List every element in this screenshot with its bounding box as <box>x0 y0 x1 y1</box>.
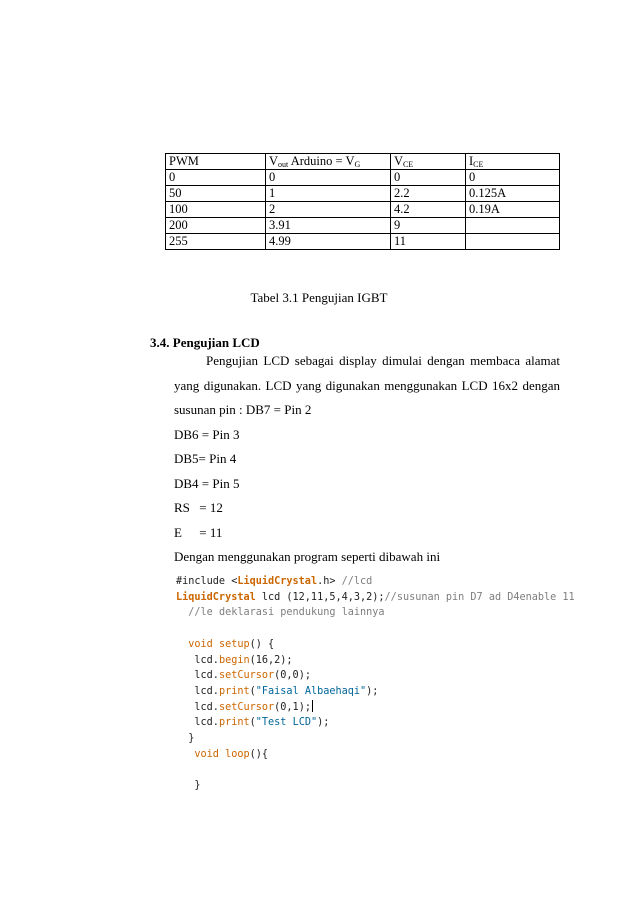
e-label: E <box>174 524 182 540</box>
code-token: LiquidCrystal <box>176 591 256 603</box>
code-token: (0,0); <box>274 670 311 682</box>
code-token: LiquidCrystal <box>237 576 318 587</box>
code-line-11 <box>176 749 268 760</box>
table-row <box>166 218 560 234</box>
table-cell <box>466 218 560 234</box>
code-snippet <box>176 574 576 794</box>
header-ice-sub: CE <box>473 160 484 169</box>
code-line-7 <box>176 686 378 697</box>
code-keyword: void <box>194 748 219 760</box>
header-vout-sub: out <box>278 160 289 169</box>
code-comment: //le deklarasi pendukung lainnya <box>188 607 385 619</box>
table-cell: 9 <box>391 218 466 234</box>
closing-line: Dengan menggunakan program seperti dibawah ini <box>174 549 441 564</box>
section-body <box>174 349 560 570</box>
code-token: ); <box>317 717 330 729</box>
code-comment: //lcd <box>341 576 373 587</box>
intro-paragraph: Pengujian LCD sebagai display dimulai dengan membaca alamat yang digunakan. LCD yang digunakan menggunakan LCD 16x2 dengan susunan pin : DB7 = Pin 2 <box>174 353 560 417</box>
code-function: print <box>218 685 250 697</box>
pin-line-rs <box>174 496 560 521</box>
header-vce-v: V <box>394 154 404 168</box>
header-vout <box>266 154 391 170</box>
table-row <box>166 170 560 186</box>
table-cell: 200 <box>166 218 266 234</box>
table-cell: 0.125A <box>466 186 560 202</box>
rs-value: = 12 <box>199 500 223 515</box>
code-token: } <box>194 780 201 792</box>
code-token: (16,2); <box>249 654 293 666</box>
table-cell: 0.19A <box>466 202 560 218</box>
code-line-5 <box>176 655 293 666</box>
table-cell: 2.2 <box>391 186 466 202</box>
header-vce <box>391 154 466 170</box>
section-heading: 3.4. Pengujian LCD <box>150 335 260 350</box>
code-token: (){ <box>249 748 269 760</box>
code-token: lcd. <box>194 685 219 697</box>
code-function: setup <box>218 638 250 650</box>
code-line-1 <box>176 576 372 587</box>
code-line-8 <box>176 702 313 713</box>
table-cell: 255 <box>166 234 266 250</box>
code-token: ( <box>249 685 256 697</box>
table-cell: 2 <box>266 202 391 218</box>
table-row <box>166 186 560 202</box>
code-token: () { <box>249 638 275 650</box>
code-function: setCursor <box>218 670 275 682</box>
table-cell: 3.91 <box>266 218 391 234</box>
header-ice <box>466 154 560 170</box>
header-vout-text: Arduino = V <box>290 154 355 168</box>
pin-line-e <box>174 521 560 546</box>
pin-line-db5: DB5= Pin 4 <box>174 451 237 466</box>
table-row <box>166 234 560 250</box>
code-token: lcd. <box>194 670 219 682</box>
code-line-12 <box>176 780 201 791</box>
code-line-10 <box>176 733 194 744</box>
table-cell: 4.99 <box>266 234 391 250</box>
code-function: setCursor <box>218 701 275 713</box>
code-token: (0,1); <box>274 701 311 713</box>
table-cell: 50 <box>166 186 266 202</box>
code-function: print <box>218 717 250 729</box>
code-line-9 <box>176 717 329 728</box>
code-line-4 <box>176 639 274 650</box>
code-token: .h> <box>317 576 342 587</box>
table-cell: 0 <box>391 170 466 186</box>
e-value: = 11 <box>199 524 223 540</box>
code-keyword: void <box>188 638 213 650</box>
table-cell: 100 <box>166 202 266 218</box>
table-cell: 0 <box>166 170 266 186</box>
table-cell <box>466 234 560 250</box>
header-vout-v: V <box>269 154 279 168</box>
code-token: ( <box>249 717 256 729</box>
pin-line-db6: DB6 = Pin 3 <box>174 426 240 442</box>
code-function: begin <box>218 654 250 666</box>
table-row <box>166 202 560 218</box>
table-cell: 1 <box>266 186 391 202</box>
code-token: ); <box>366 685 379 697</box>
code-string: "Test LCD" <box>255 717 318 729</box>
igbt-table <box>165 153 560 250</box>
pin-line-db4: DB4 = Pin 5 <box>174 475 240 491</box>
table-cell: 0 <box>466 170 560 186</box>
code-line-3 <box>176 607 385 618</box>
table-caption: Tabel 3.1 Pengujian IGBT <box>250 290 388 305</box>
code-line-2 <box>176 592 575 603</box>
rs-label: RS <box>174 500 190 515</box>
code-token: lcd. <box>194 717 219 729</box>
code-function: loop <box>225 748 250 760</box>
code-token: } <box>188 733 195 745</box>
code-token: #include < <box>176 576 238 587</box>
code-token: lcd. <box>194 701 219 713</box>
code-token: lcd (12,11,5,4,3,2); <box>255 591 385 603</box>
table-cell: 0 <box>266 170 391 186</box>
header-ice-i: I <box>469 154 474 168</box>
table-cell: 4.2 <box>391 202 466 218</box>
text-cursor <box>312 700 313 712</box>
code-line-6 <box>176 670 311 681</box>
header-vg-sub: G <box>354 160 361 169</box>
table-header-row <box>166 154 560 170</box>
table-cell: 11 <box>391 234 466 250</box>
code-token: lcd. <box>194 654 219 666</box>
header-vce-sub: CE <box>403 160 414 169</box>
code-comment: //susunan pin D7 ad D4enable 11 <box>384 591 575 603</box>
header-pwm: PWM <box>166 154 266 170</box>
code-string: "Faisal Albaehaqi" <box>255 685 367 697</box>
